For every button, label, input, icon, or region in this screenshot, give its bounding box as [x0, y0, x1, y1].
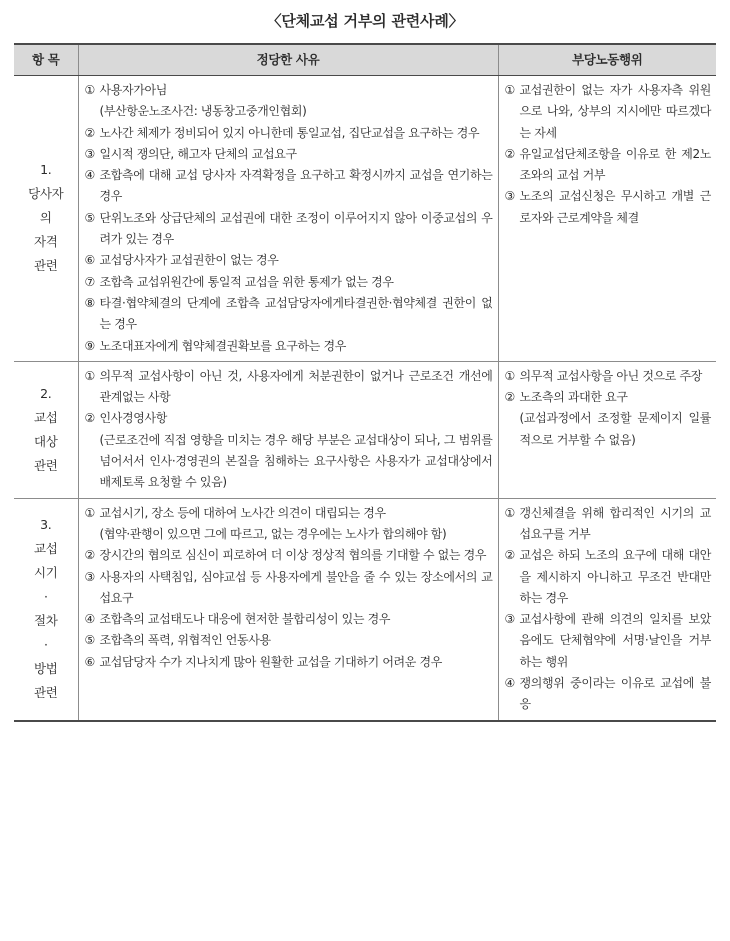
item-number: ④ — [504, 676, 515, 691]
list-item — [85, 250, 493, 271]
category-line: 관련 — [34, 685, 58, 701]
item-text: 의무적 교섭사항을 아닌 것으로 주장 — [519, 368, 702, 383]
item-text: 단위노조와 상급단체의 교섭권에 대한 조정이 이루어지지 않아 이중교섭의 우려가 있는 경우 — [99, 210, 493, 247]
list-item — [85, 545, 493, 566]
item-number: ⑥ — [84, 253, 95, 268]
item-number: ② — [84, 411, 95, 426]
item-number: ② — [84, 548, 95, 563]
table-row — [14, 498, 716, 720]
item-text: 사용자가아님 — [99, 83, 167, 97]
list-item — [505, 80, 712, 144]
category-line: 3. — [40, 517, 52, 533]
item-text: 장시간의 협의로 심신이 피로하여 더 이상 정상적 협의를 기대할 수 없는 경우 — [99, 548, 487, 563]
list-item — [505, 545, 712, 609]
item-text: 노조측의 과대한 요구 — [519, 390, 628, 405]
item-number: ④ — [84, 612, 95, 627]
list-item — [85, 336, 493, 357]
item-text: 교섭권한이 없는 자가 사용자측 위원으로 나와, 상부의 지시에만 따르겠다는 자세 — [519, 83, 711, 140]
list-item — [85, 567, 493, 610]
just-reason-cell — [78, 498, 498, 720]
item-number: ① — [84, 368, 95, 383]
item-number: ⑧ — [84, 295, 95, 310]
category-line: 자격 — [34, 234, 58, 250]
category-line: 교섭 — [34, 541, 58, 557]
item-number: ② — [84, 125, 95, 140]
list-item — [85, 609, 493, 630]
category-line: · — [43, 637, 48, 653]
item-text: 노사간 체제가 정비되어 있지 아니한데 통일교섭, 집단교섭을 요구하는 경우 — [99, 125, 480, 140]
item-text: 인사경영사항 — [99, 411, 167, 426]
category-cell — [14, 76, 78, 362]
just-reason-cell — [78, 361, 498, 498]
list-item — [85, 208, 493, 251]
item-number: ③ — [84, 146, 95, 161]
list-item — [85, 80, 493, 101]
item-text: 교섭당사자가 교섭권한이 없는 경우 — [99, 253, 279, 268]
list-item — [85, 630, 493, 651]
item-text: 노조대표자에게 협약체결권확보를 요구하는 경우 — [99, 338, 346, 353]
table-row — [14, 361, 716, 498]
category-line: 관련 — [34, 258, 58, 274]
category-line: · — [43, 589, 48, 605]
header-unfair-practice: 부당노동행위 — [498, 44, 716, 76]
header-just-reason: 정당한 사유 — [78, 44, 498, 76]
unfair-practice-cell — [498, 76, 716, 362]
header-row — [14, 44, 716, 76]
item-text: 교섭사항에 관해 의견의 일치를 보았음에도 단체협약에 서명·날인을 거부하는 행위 — [519, 612, 711, 669]
item-text: 교섭시기, 장소 등에 대하여 노사간 의견이 대립되는 경우 — [99, 505, 386, 520]
table-row — [14, 76, 716, 362]
item-note: (교섭과정에서 조정할 문제이지 일률적으로 거부할 수 없음) — [519, 411, 711, 447]
list-item — [85, 408, 493, 429]
unfair-practice-cell — [498, 361, 716, 498]
list-item — [85, 165, 493, 208]
item-number: ⑨ — [84, 338, 95, 353]
item-note: (근로조건에 직접 영향을 미치는 경우 해당 부분은 교섭대상이 되나, 그 범위를 넘어서서 인사·경영권의 본질을 침해하는 요구사항은 사용자가 교섭대상에서 배제토록 요청할 수 있음) — [99, 432, 493, 490]
item-text: 타결·협약체결의 단계에 조합측 교섭담당자에게타결권한·협약체결 권한이 없는 경우 — [99, 295, 493, 332]
category-cell — [14, 361, 78, 498]
item-text: 쟁의행위 중이라는 이유로 교섭에 불응 — [519, 676, 711, 712]
category-line: 교섭 — [34, 409, 58, 425]
list-item — [505, 609, 712, 673]
list-item — [85, 652, 493, 673]
header-category: 항 목 — [14, 44, 78, 76]
list-item — [85, 123, 493, 144]
item-text: 교섭은 하되 노조의 요구에 대해 대안을 제시하지 아니하고 무조건 반대만 하는 경우 — [519, 548, 711, 605]
item-text: 노조의 교섭신청은 무시하고 개별 근로자와 근로계약을 체결 — [519, 189, 711, 225]
category-line: 당사자 — [28, 186, 64, 202]
item-text: 조합측의 교섭태도나 대응에 현저한 불합리성이 있는 경우 — [99, 612, 391, 627]
item-number: ③ — [504, 189, 515, 204]
category-line: 절차 — [34, 613, 58, 629]
item-number: ① — [504, 83, 515, 97]
item-number: ② — [504, 390, 515, 405]
category-line: 관련 — [34, 457, 58, 473]
item-note: (협약·관행이 있으면 그에 따르고, 없는 경우에는 노사가 합의해야 함) — [99, 526, 447, 541]
item-note: (부산항운노조사건: 냉동창고중개인협회) — [99, 104, 307, 119]
item-number: ⑥ — [84, 654, 95, 669]
item-text: 조합측 교섭위원간에 통일적 교섭을 위한 통제가 없는 경우 — [99, 274, 394, 289]
item-number: ④ — [84, 168, 95, 183]
list-item — [505, 673, 712, 716]
unfair-practice-cell — [498, 498, 716, 720]
item-text: 일시적 쟁의단, 해고자 단체의 교섭요구 — [99, 146, 297, 161]
list-item — [85, 366, 493, 409]
item-number: ⑤ — [84, 633, 95, 648]
list-item — [505, 186, 712, 229]
item-number: ① — [84, 505, 95, 520]
item-text: 교섭담당자 수가 지나치게 많아 원활한 교섭을 기대하기 어려운 경우 — [99, 654, 442, 669]
category-line: 방법 — [34, 661, 58, 677]
item-text: 유일교섭단체조항을 이유로 한 제2노조와의 교섭 거부 — [519, 146, 711, 183]
item-text: 조합측에 대해 교섭 당사자 자격확정을 요구하고 확정시까지 교섭을 연기하는 경우 — [99, 168, 493, 204]
list-item — [85, 272, 493, 293]
item-number: ① — [504, 368, 515, 383]
item-number: ② — [504, 146, 515, 161]
category-line: 의 — [39, 210, 52, 226]
just-reason-cell — [78, 76, 498, 362]
list-item — [85, 293, 493, 336]
item-number: ② — [504, 548, 515, 563]
category-line: 대상 — [34, 433, 58, 449]
item-text: 사용자의 사택침입, 심야교섭 등 사용자에게 불안을 줄 수 있는 장소에서의 교섭요구 — [99, 569, 493, 605]
item-text: 조합측의 폭력, 위협적인 언동사용 — [99, 633, 271, 648]
item-number: ① — [504, 505, 515, 520]
item-text: 갱신체결을 위해 합리적인 시기의 교섭요구를 거부 — [519, 505, 711, 541]
item-text: 의무적 교섭사항이 아닌 것, 사용자에게 처분권한이 없거나 근로조건 개선에 관계없는 사항 — [99, 368, 493, 405]
item-number: ③ — [84, 569, 95, 584]
item-number: ③ — [504, 612, 515, 627]
list-item — [505, 387, 712, 408]
refusal-cases-table — [14, 43, 716, 722]
category-cell — [14, 498, 78, 720]
category-line: 2. — [40, 385, 52, 401]
item-number: ⑤ — [84, 210, 95, 225]
list-item — [85, 144, 493, 165]
list-item — [85, 503, 493, 524]
list-item — [505, 144, 712, 187]
list-item — [505, 366, 712, 387]
item-number: ① — [84, 83, 95, 97]
category-line: 1. — [40, 162, 52, 178]
item-number: ⑦ — [84, 274, 95, 289]
table-title: 〈단체교섭 거부의 관련사례〉 — [266, 12, 464, 30]
list-item — [505, 503, 712, 546]
category-line: 시기 — [34, 565, 58, 581]
